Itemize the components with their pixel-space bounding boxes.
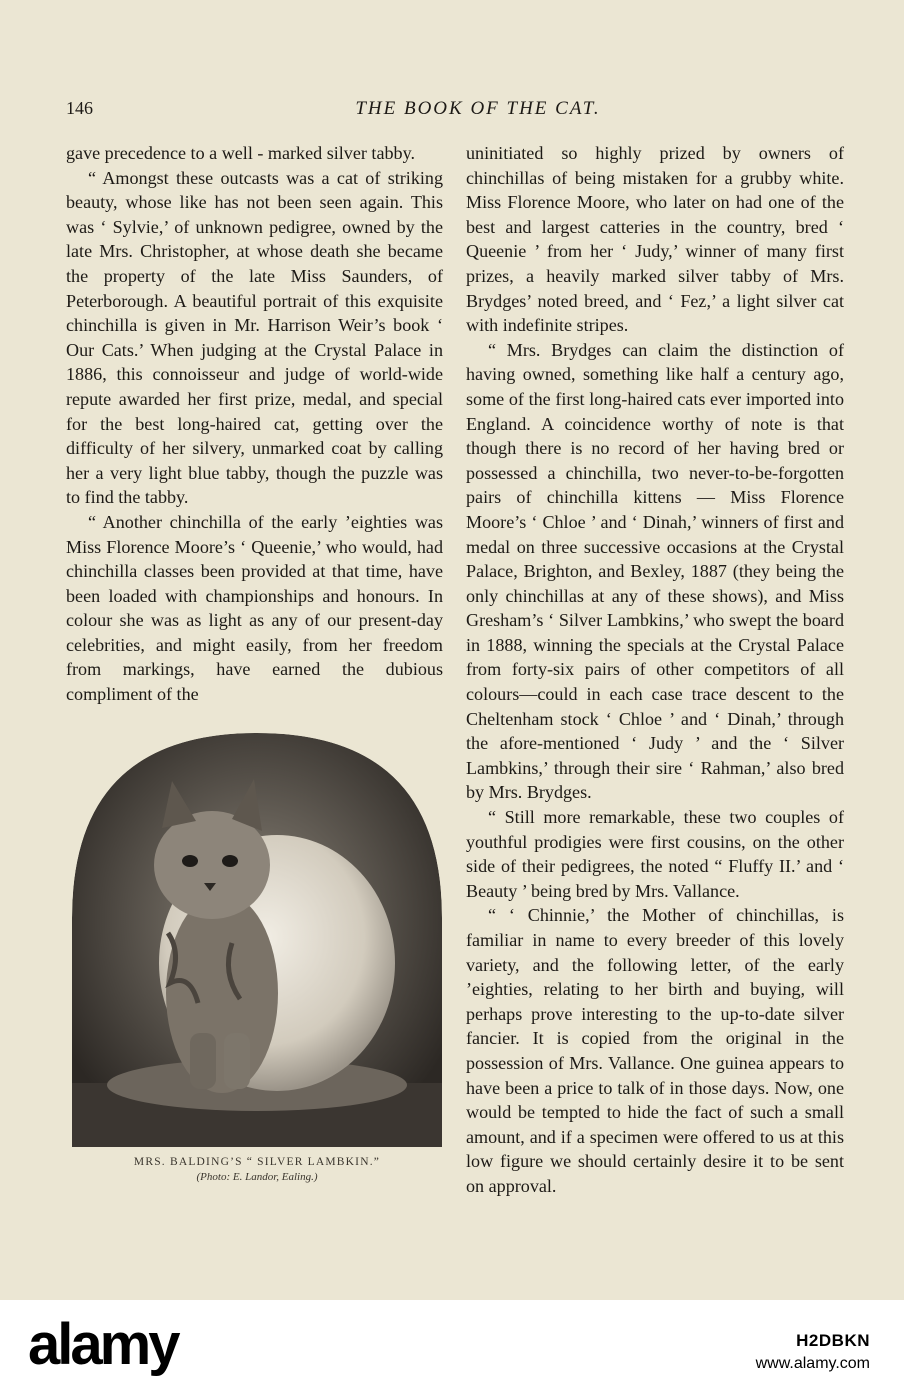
- paragraph: “ Mrs. Brydges can claim the distinction of having owned, something like half a century ago, some of the first long-haired cats ever imported into England. A coincidence worthy of note is that though there is no record of her having bred or possessed a chinchilla, two never-to-be-forgotten pairs of chinchilla kittens — Miss Florence Moore’s ‘ Chloe ’ and ‘ Dinah,’ winners of first and medal on three successive occasions at the Crystal Palace, Brighton, and Bexley, 1887 (they being the only chinchillas at any of these shows), and Miss Gresham’s ‘ Silver Lambkins,’ who swept the board in 1888, winning the specials at the Crystal Palace from forty-six pairs of other competitors of all colours—could in each case trace descent to the Cheltenham stock ‘ Chloe ’ and ‘ Dinah,’ through the afore-mentioned ‘ Judy ’ and the ‘ Silver Lambkins,’ through their sire ‘ Rahman,’ also bred by Mrs. Brydges.: [466, 339, 844, 803]
- paragraph-continued: gave precedence to a well - marked silver tabby.: [66, 143, 415, 163]
- page-number: 146: [66, 98, 93, 118]
- running-title: THE BOOK OF THE CAT.: [355, 98, 601, 119]
- cat-photograph: [72, 733, 442, 1147]
- paragraph: “ Another chinchilla of the early ’eighties was Miss Florence Moore’s ‘ Queenie,’ who would, had chinchilla classes been provided at that time, have been loaded with championships and honours. In colour she was as light as any of our present-day celebrities, and might easily, from her freedom from markings, have earned the dubious compliment of the: [66, 511, 443, 705]
- cat-photo-illustration: [72, 733, 442, 1147]
- figure-caption: [72, 1154, 442, 1185]
- stock-logo: alamy: [28, 1312, 178, 1377]
- stock-image-id: H2DBKN: [796, 1331, 870, 1350]
- right-column: [466, 141, 844, 1199]
- paragraph-continued: uninitiated so highly prized by owners of chinchillas of being mistaken for a grubby white. Miss Florence Moore, who later on had one of the best and largest catteries in the country, bred ‘ Queenie ’ from her ‘ Judy,’ winner of many first prizes, a heavily marked silver tabby of Mrs. Brydges’ noted breed, and ‘ Fez,’ a light silver cat with indefinite stripes.: [466, 143, 844, 336]
- paragraph: “ Still more remarkable, these two couples of youthful prodigies were first cousins, on the other side of their pedigrees, the noted “ Fluffy II.’ and ‘ Beauty ’ being bred by Mrs. Vallance.: [466, 807, 844, 901]
- paragraph: “ Amongst these outcasts was a cat of striking beauty, whose like has not been seen again. This was ‘ Sylvie,’ of unknown pedigree, owned by the late Mrs. Christopher, at whose death she became the property of the late Miss Saunders, of Peterborough. A beautiful portrait of this exquisite chinchilla is given in Mr. Harrison Weir’s book ‘ Our Cats.’ When judging at the Crystal Palace in 1886, this connoisseur and judge of world-wide repute awarded her first prize, medal, and special for the best long-haired cat, getting over the difficulty of her silvery, unmarked coat by calling her a very light blue tabby, though the puzzle was to find the tabby.: [66, 167, 443, 508]
- stock-url: www.alamy.com: [755, 1355, 870, 1372]
- left-column: [66, 141, 443, 707]
- paragraph: “ ‘ Chinnie,’ the Mother of chinchillas, is familiar in name to every breeder of this lovely variety, and the following letter, of the early ’eighties, relating to her birth and buying, will perhaps prove interesting to the up-to-date silver fancier. It is copied from the original in the possession of Mrs. Vallance. One guinea appears to have been a price to talk of in those days. Now, one would be tempted to hide the fact of such a small amount, and if a specimen were offered to us at this low figure we should certainly desire it to be sent on approval.: [466, 905, 844, 1196]
- running-head: [66, 98, 846, 124]
- caption-title: MRS. BALDING’S “ SILVER LAMBKIN.”: [133, 1156, 381, 1168]
- photo-credit: (Photo: E. Landor, Ealing.): [196, 1171, 318, 1183]
